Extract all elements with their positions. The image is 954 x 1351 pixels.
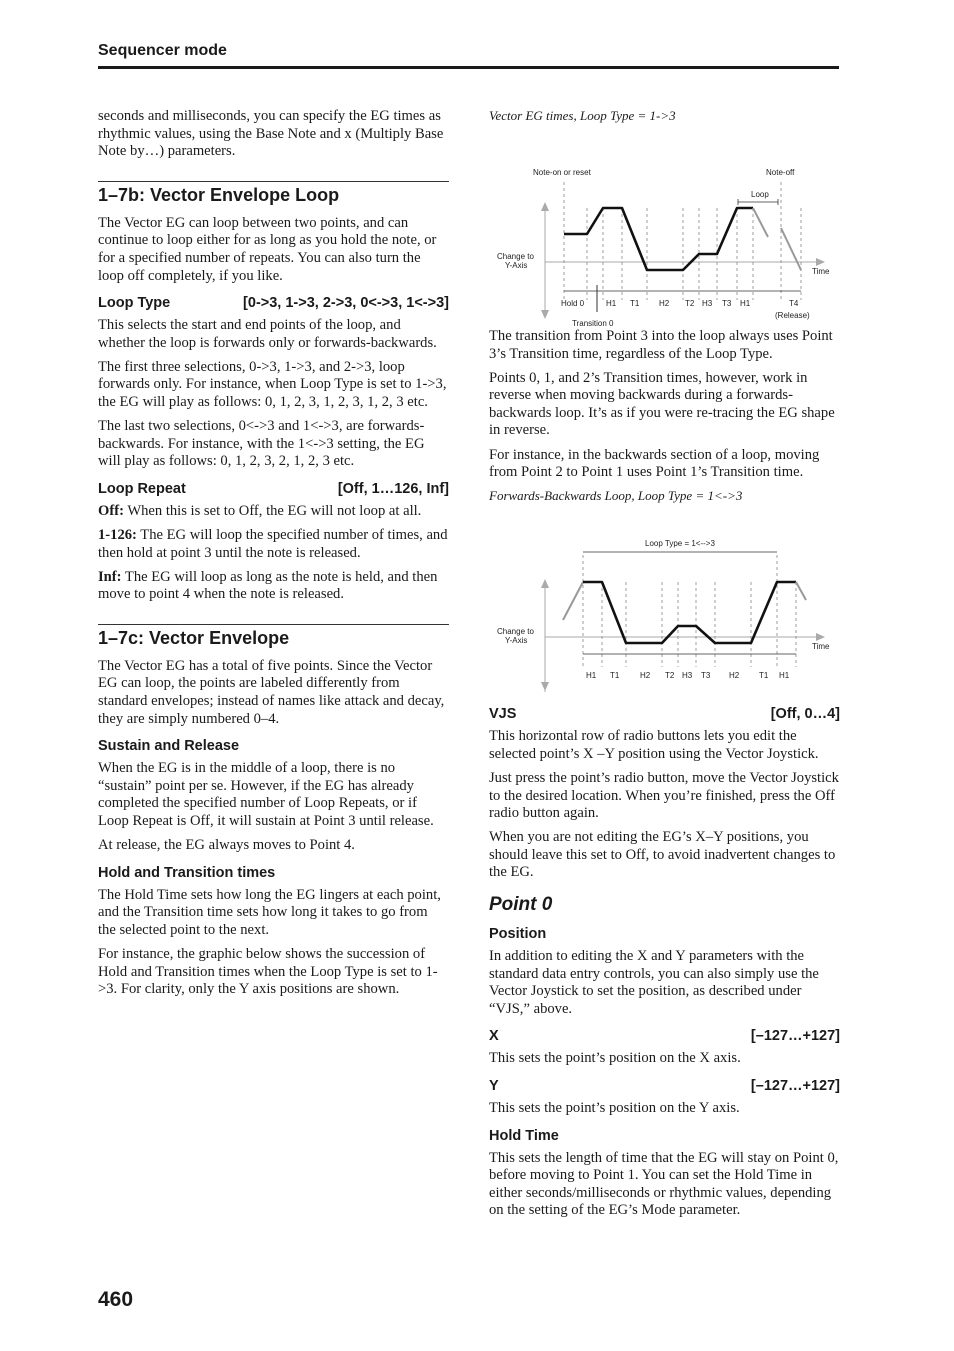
left-column	[98, 108, 449, 1005]
paragraph-off	[98, 503, 449, 521]
paragraph: The transition from Point 3 into the loop always uses Point 3’s Transition time, regardless of the Loop Type.	[489, 328, 833, 362]
param-x	[489, 1028, 840, 1044]
figure-caption-1: Vector EG times, Loop Type = 1->3	[489, 108, 676, 123]
subheading-hold-transition: Hold and Transition times	[98, 864, 276, 881]
label-y-axis-2: Y-Axis	[505, 261, 528, 270]
header-rule	[98, 66, 839, 69]
label-t4: T4	[789, 299, 799, 308]
label-h2: H2	[640, 671, 651, 681]
label-loop-type: Loop Type = 1<-->3	[645, 539, 715, 549]
label-h2: H2	[659, 299, 670, 308]
param-range: [–127…+127]	[750, 1028, 840, 1045]
label-t3: T3	[722, 299, 732, 308]
paragraph: This sets the point’s position on the Y axis.	[489, 1099, 740, 1116]
paragraph-1-126	[98, 527, 449, 562]
label-y-axis-2: Y-Axis	[505, 636, 528, 646]
label-h1: H1	[586, 671, 597, 681]
subheading-position: Position	[489, 926, 547, 942]
intro-line	[563, 582, 583, 620]
term-text: When this is set to Off, the EG will not loop at all.	[123, 502, 422, 519]
label-y-axis-1: Change to	[497, 627, 534, 637]
subheading-hold-time: Hold Time	[489, 1127, 559, 1144]
label-t1: T1	[630, 299, 640, 308]
y-axis-arrow-up	[541, 579, 549, 588]
term-off: Off:	[98, 502, 124, 519]
section-title-vector-envelope-loop: 1–7b: Vector Envelope Loop	[98, 181, 449, 206]
paragraph: For instance, the graphic below shows the succession of Hold and Transition times when the Loop Type is set to 1->3. For clarity, only the Y axis positions are shown.	[98, 946, 438, 998]
label-h1-back: H1	[779, 671, 790, 681]
label-time: Time	[812, 267, 830, 276]
y-axis-arrow-up	[541, 202, 549, 211]
paragraph-inf	[98, 569, 449, 604]
heading-point-0: Point 0	[489, 894, 553, 915]
param-range: [–127…+127]	[750, 1077, 840, 1094]
label-y-axis-1: Change to	[497, 252, 534, 261]
paragraph: This selects the start and end points of the loop, and whether the loop is forwards only or forwards-backwards.	[98, 317, 437, 351]
param-name: Loop Type	[98, 295, 171, 312]
param-y	[489, 1078, 840, 1094]
param-name: X	[489, 1028, 499, 1045]
page-number: 460	[98, 1288, 134, 1311]
figure-caption-2: Forwards-Backwards Loop, Loop Type = 1<->3	[489, 488, 743, 504]
label-h3: H3	[682, 671, 693, 681]
subheading-sustain-release: Sustain and Release	[98, 738, 240, 755]
term-inf: Inf:	[98, 568, 122, 585]
term-1-126: 1-126:	[98, 527, 137, 543]
paragraph: The Hold Time sets how long the EG lingers at each point, and the Transition time sets how long it takes to go from the selected point to the next.	[98, 886, 441, 938]
paragraph: At release, the EG always moves to Point 4.	[98, 837, 355, 854]
label-transition0: Transition 0	[572, 319, 614, 328]
release-line	[781, 228, 801, 270]
paragraph: This sets the point’s position on the X axis.	[489, 1050, 741, 1067]
paragraph: This sets the length of time that the EG will stay on Point 0, before moving to Point 1. You can set the Hold Time in either seconds/milliseconds or rhythmic values, depending on the setting of the EG’s Mode parameter.	[489, 1149, 839, 1219]
param-vjs	[489, 706, 840, 722]
label-time: Time	[812, 642, 830, 652]
label-loop: Loop	[751, 190, 769, 199]
section-title-vector-envelope: 1–7c: Vector Envelope	[98, 624, 449, 649]
param-loop-repeat	[98, 481, 449, 497]
paragraph: Just press the point’s radio button, move the Vector Joystick to the desired location. When you’re finished, press the Off radio button again.	[489, 769, 839, 822]
paragraph: When you are not editing the EG’s X–Y positions, you should leave this set to Off, to avoid inadvertent changes to the EG.	[489, 829, 836, 881]
y-axis-arrow-down	[541, 310, 549, 319]
release-line	[753, 208, 768, 237]
label-hold0: Hold 0	[561, 299, 585, 308]
envelope-line	[583, 582, 796, 643]
label-release: (Release)	[775, 311, 810, 320]
diagram-vector-eg-times	[489, 130, 840, 328]
param-range: [0->3, 1->3, 2->3, 0<->3, 1<->3]	[243, 295, 449, 312]
envelope-line	[564, 208, 753, 270]
label-h1-loop: H1	[740, 299, 751, 308]
paragraph: For instance, in the backwards section of a loop, moving from Point 2 to Point 1 uses Point 1’s Transition time.	[489, 446, 820, 481]
right-column	[489, 108, 840, 1226]
paragraph: The Vector EG has a total of five points. Since the Vector EG can loop, the points are labeled differently from standard envelopes; instead of names like attack and decay, they are simply numbered 0–4.	[98, 657, 445, 727]
y-axis-arrow-down	[541, 682, 549, 691]
label-t2: T2	[685, 299, 695, 308]
label-note-on: Note-on or reset	[533, 168, 591, 177]
paragraph: The Vector EG can loop between two points, and can continue to loop either for as long as you hold the note, or for a specified number of repeats. You can also turn the loop off completely, if you like.	[98, 214, 437, 284]
label-t3: T3	[701, 671, 711, 681]
label-note-off: Note-off	[766, 168, 795, 177]
grid-lines	[564, 182, 801, 300]
param-name: VJS	[489, 706, 517, 723]
label-t1-back: T1	[759, 671, 769, 681]
paragraph: In addition to editing the X and Y parameters with the standard data entry controls, you can also simply use the Vector Joystick to set the position, as described under “VJS,” above.	[489, 948, 819, 1017]
time-axis-arrow	[816, 633, 825, 641]
time-axis-arrow	[816, 258, 825, 266]
paragraph: The last two selections, 0<->3 and 1<->3, are forwards-backwards. For instance, with the 1<->3 setting, the EG will play as follows: 0, 1, 2, 3, 2, 1, 2, 3 etc.	[98, 418, 425, 470]
diagram-forwards-backwards-loop	[489, 510, 840, 690]
intro-paragraph: seconds and milliseconds, you can specify the EG times as rhythmic values, using the Base Note and x (Multiply Base Note by…) parameters.	[98, 108, 444, 160]
param-name: Loop Repeat	[98, 480, 186, 497]
header-title: Sequencer mode	[98, 42, 227, 59]
label-t2: T2	[665, 671, 675, 681]
paragraph: The first three selections, 0->3, 1->3, and 2->3, loop forwards only. For instance, when Loop Type is set to 1->3, the EG will play as follows: 0, 1, 2, 3, 1, 2, 3, 1, 2, 3 etc.	[98, 358, 447, 411]
term-text: The EG will loop as long as the note is held, and then move to point 4 when the note is released.	[98, 568, 438, 603]
label-h2-back: H2	[729, 671, 740, 681]
release-line	[796, 582, 806, 600]
label-h1: H1	[606, 299, 617, 308]
param-range: [Off, 0…4]	[770, 706, 840, 723]
paragraph: This horizontal row of radio buttons lets you edit the selected point’s X –Y position using the Vector Joystick.	[489, 728, 819, 762]
param-name: Y	[489, 1077, 499, 1094]
paragraph: When the EG is in the middle of a loop, there is no “sustain” point per se. However, if the EG has already completed the specified number of Loop Repeats, or if Loop Repeat is Off, it will sustain at Point 3 until release.	[98, 760, 434, 830]
param-loop-type	[98, 295, 449, 311]
param-range: [Off, 1…126, Inf]	[337, 480, 449, 497]
label-h3: H3	[702, 299, 713, 308]
paragraph: Points 0, 1, and 2’s Transition times, however, work in reverse when moving backwards during a forwards-backwards loop. It’s as if you were re-tracing the EG shape in reverse.	[489, 369, 835, 439]
label-t1: T1	[610, 671, 620, 681]
term-text: The EG will loop the specified number of times, and then hold at point 3 until the note is released.	[98, 527, 448, 561]
